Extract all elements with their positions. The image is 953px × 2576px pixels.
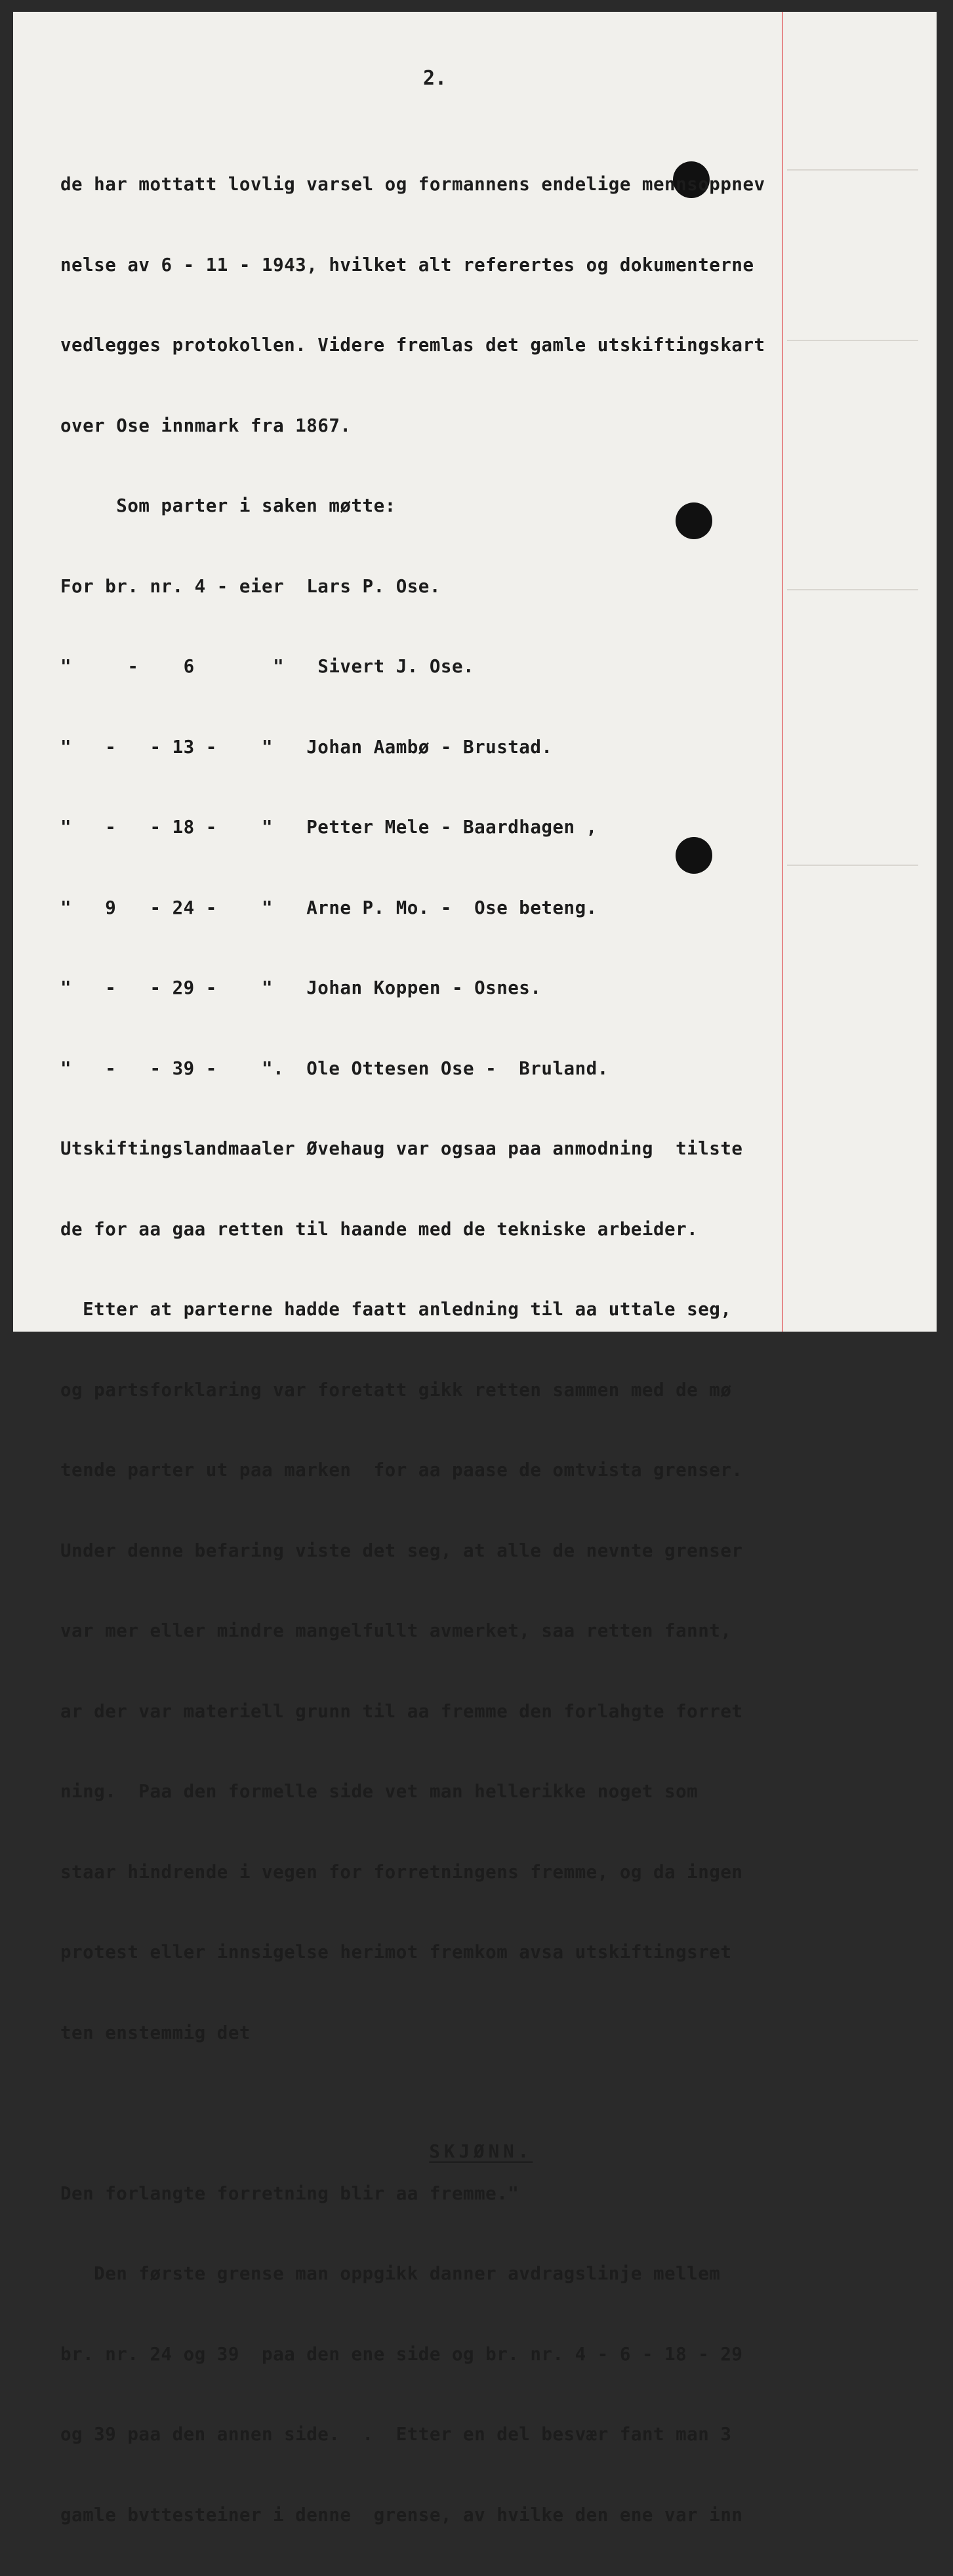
text-line: staar hindrende i vegen for forretningens fremme, og da ingen bbox=[60, 1861, 743, 1883]
page-number: 2. bbox=[423, 67, 447, 90]
text-line: br. nr. 24 og 39 paa den ene side og br. nr. 4 - 6 - 18 - 29 bbox=[60, 2343, 743, 2365]
text-line: Den forlangte forretning blir aa fremme." bbox=[60, 2182, 519, 2204]
bleed-through-line bbox=[787, 169, 918, 171]
text-line: de for aa gaa retten til haande med de tekniske arbeider. bbox=[60, 1218, 699, 1240]
text-line: " - - 18 - " Petter Mele - Baardhagen , bbox=[60, 817, 598, 838]
bleed-through-line bbox=[787, 340, 918, 341]
text-line: " - 6 " Sivert J. Ose. bbox=[60, 656, 475, 677]
margin-rule bbox=[782, 12, 783, 1332]
text-line: ning. Paa den formelle side vet man hellerikke noget som bbox=[60, 1781, 699, 1802]
text-line: Som parter i saken møtte: bbox=[60, 495, 396, 516]
text-line: over Ose innmark fra 1867. bbox=[60, 415, 352, 436]
text-line: og 39 paa den annen side. . Etter en del besvær fant man 3 bbox=[60, 2424, 732, 2445]
text-line: For br. nr. 4 - eier Lars P. Ose. bbox=[60, 575, 441, 597]
text-line: ten enstemmig det bbox=[60, 2022, 251, 2043]
text-line: Etter at parterne hadde faatt anledning til aa uttale seg, bbox=[60, 1299, 732, 1320]
section-heading: SKJØNN. bbox=[429, 2140, 533, 2162]
text-line: " - - 13 - " Johan Aambø - Brustad. bbox=[60, 736, 553, 758]
text-line: vedlegges protokollen. Videre fremlas det gamle utskiftingskart bbox=[60, 335, 765, 356]
document-page bbox=[13, 12, 937, 2525]
text-line: " - - 39 - ". Ole Ottesen Ose - Bruland. bbox=[60, 1057, 609, 1079]
text-line: gamle bvttesteiner i denne grense, av hvilke den ene var inn bbox=[60, 2504, 743, 2525]
body-text bbox=[60, 123, 782, 2576]
text-line: " - - 29 - " Johan Koppen - Osnes. bbox=[60, 977, 542, 998]
section-heading-row bbox=[60, 2094, 782, 2162]
text-line: var mer eller mindre mangelfullt avmerket, saa retten fannt, bbox=[60, 1620, 732, 1641]
text-line: Utskiftingslandmaaler Øvehaug var ogsaa paa anmodning tilste bbox=[60, 1138, 743, 1159]
text-line: nelse av 6 - 11 - 1943, hvilket alt referertes og dokumenterne bbox=[60, 254, 754, 276]
text-line: Under denne befaring viste det seg, at alle de nevnte grenser bbox=[60, 1540, 743, 1561]
text-line: protest eller innsigelse herimot fremkom avsa utskiftingsret bbox=[60, 1942, 732, 1963]
text-line: " 9 - 24 - " Arne P. Mo. - Ose beteng. bbox=[60, 897, 598, 918]
text-line: Den første grense man oppgikk danner avdragslinje mellem bbox=[60, 2263, 721, 2284]
text-line: tende parter ut paa marken for aa paase de omtvista grenser. bbox=[60, 1460, 743, 1481]
bleed-through-line bbox=[787, 865, 918, 866]
bleed-through-line bbox=[787, 589, 918, 590]
text-line: og partsforklaring var foretatt gikk retten sammen med de mø bbox=[60, 1379, 732, 1400]
text-line: de har mottatt lovlig varsel og formannens endelige mennsoppnev bbox=[60, 174, 765, 195]
text-line: ar der var materiell grunn til aa fremme den forlahgte forret bbox=[60, 1700, 743, 1722]
